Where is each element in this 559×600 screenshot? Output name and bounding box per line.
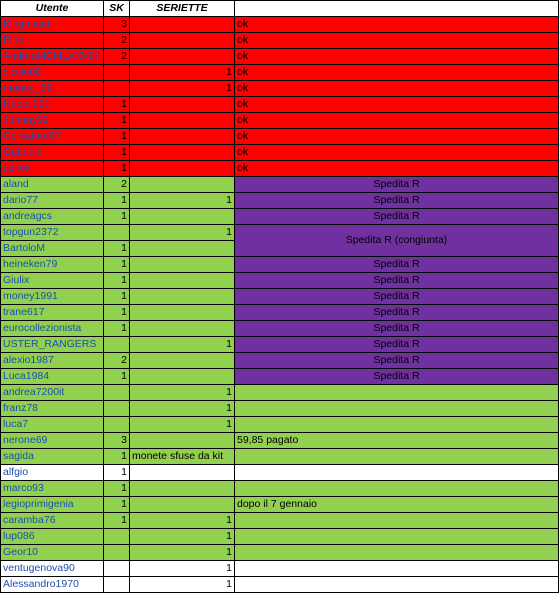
cell-user[interactable]: luca7 (1, 417, 104, 433)
cell-note[interactable]: ok (235, 65, 559, 81)
cell-user[interactable]: ciccio86 (1, 65, 104, 81)
cell-note[interactable]: Spedita R (235, 321, 559, 337)
cell-sk[interactable] (104, 225, 130, 241)
cell-note[interactable]: Spedita R (235, 353, 559, 369)
cell-sk[interactable]: 1 (104, 145, 130, 161)
cell-user[interactable]: caramba76 (1, 513, 104, 529)
cell-note[interactable]: ok (235, 81, 559, 97)
table-row (1, 129, 559, 145)
cell-note[interactable] (235, 401, 559, 417)
cell-user[interactable]: ventugenova90 (1, 561, 104, 577)
table-row (1, 465, 559, 481)
table-row (1, 449, 559, 465)
cell-user[interactable]: money_59 (1, 81, 104, 97)
cell-note[interactable] (235, 545, 559, 561)
cell-sk[interactable] (104, 561, 130, 577)
cell-note[interactable]: ok (235, 161, 559, 177)
cell-seriette[interactable] (130, 33, 235, 49)
table-row (1, 417, 559, 433)
cell-note[interactable]: Spedita R (235, 209, 559, 225)
table-row (1, 305, 559, 321)
cell-user[interactable]: Cercatore67 (1, 129, 104, 145)
cell-note[interactable]: Spedita R (235, 273, 559, 289)
cell-user[interactable]: AndreaMCMLXXVIII (1, 49, 104, 65)
table-row (1, 113, 559, 129)
table-row (1, 145, 559, 161)
cell-seriette[interactable]: 1 (130, 513, 235, 529)
cell-seriette[interactable] (130, 305, 235, 321)
cell-user[interactable]: uzifox (1, 161, 104, 177)
table-row (1, 209, 559, 225)
table-row (1, 353, 559, 369)
cell-seriette[interactable]: 1 (130, 401, 235, 417)
table-row (1, 337, 559, 353)
header-seriette[interactable]: SERIETTE (130, 1, 235, 17)
table-row (1, 497, 559, 513)
cell-user[interactable]: andrea7200it (1, 385, 104, 401)
cell-user[interactable]: Gabriele (1, 145, 104, 161)
cell-user[interactable]: legioprimigenia (1, 497, 104, 513)
cell-sk[interactable]: 1 (104, 465, 130, 481)
cell-sk[interactable]: 1 (104, 289, 130, 305)
cell-sk[interactable]: 2 (104, 353, 130, 369)
cell-user[interactable]: Napoli921 (1, 97, 104, 113)
cell-sk[interactable]: 1 (104, 257, 130, 273)
cell-seriette[interactable]: 1 (130, 65, 235, 81)
cell-sk[interactable]: 1 (104, 369, 130, 385)
cell-sk[interactable] (104, 385, 130, 401)
table-row (1, 545, 559, 561)
cell-user[interactable]: alfgio (1, 465, 104, 481)
table-row (1, 289, 559, 305)
cell-sk[interactable]: 2 (104, 177, 130, 193)
cell-note[interactable]: ok (235, 17, 559, 33)
cell-sk[interactable]: 1 (104, 161, 130, 177)
cell-note[interactable] (235, 481, 559, 497)
table-row (1, 33, 559, 49)
table-row (1, 177, 559, 193)
cell-user[interactable]: Pino (1, 33, 104, 49)
cell-seriette[interactable] (130, 241, 235, 257)
table-row (1, 321, 559, 337)
cell-user[interactable]: franz78 (1, 401, 104, 417)
cell-note[interactable]: ok (235, 33, 559, 49)
cell-seriette[interactable] (130, 209, 235, 225)
cell-seriette[interactable] (130, 129, 235, 145)
table-row (1, 17, 559, 33)
table-row (1, 161, 559, 177)
cell-sk[interactable]: 1 (104, 321, 130, 337)
cell-note[interactable]: 59,85 pagato (235, 433, 559, 449)
cell-sk[interactable] (104, 65, 130, 81)
table-row (1, 369, 559, 385)
table-row (1, 81, 559, 97)
cell-note[interactable]: Spedita R (235, 193, 559, 209)
cell-note[interactable] (235, 513, 559, 529)
table-row (1, 513, 559, 529)
cell-note[interactable]: Spedita R (235, 257, 559, 273)
cell-note[interactable]: Spedita R (235, 305, 559, 321)
header-row (1, 1, 559, 17)
cell-sk[interactable]: 1 (104, 97, 130, 113)
cell-sk[interactable]: 1 (104, 209, 130, 225)
cell-seriette[interactable]: 1 (130, 225, 235, 241)
cell-seriette[interactable] (130, 481, 235, 497)
cell-note[interactable] (235, 561, 559, 577)
cell-note[interactable]: Spedita R (235, 337, 559, 353)
table-row (1, 257, 559, 273)
cell-user[interactable]: Luca1984 (1, 369, 104, 385)
cell-user[interactable]: Giulix (1, 273, 104, 289)
cell-sk[interactable]: 2 (104, 49, 130, 65)
cell-seriette[interactable]: 1 (130, 385, 235, 401)
cell-note[interactable]: ok (235, 145, 559, 161)
cell-sk[interactable]: 1 (104, 193, 130, 209)
cell-seriette[interactable]: 1 (130, 81, 235, 97)
cell-note[interactable]: ok (235, 97, 559, 113)
cell-sk[interactable]: 1 (104, 481, 130, 497)
cell-user[interactable]: topgun2372 (1, 225, 104, 241)
cell-user[interactable]: nerone69 (1, 433, 104, 449)
cell-sk[interactable] (104, 577, 130, 593)
cell-sk[interactable]: 1 (104, 273, 130, 289)
cell-sk[interactable] (104, 81, 130, 97)
header-user[interactable]: Utente (1, 1, 104, 17)
cell-seriette[interactable] (130, 289, 235, 305)
cell-user[interactable]: Alessandro1970 (1, 577, 104, 593)
cell-sk[interactable]: 1 (104, 129, 130, 145)
cell-sk[interactable] (104, 337, 130, 353)
cell-seriette[interactable]: 1 (130, 529, 235, 545)
cell-user[interactable]: andreagcs (1, 209, 104, 225)
table-row (1, 193, 559, 209)
cell-user[interactable]: lup086 (1, 529, 104, 545)
cell-note[interactable] (235, 465, 559, 481)
cell-user[interactable]: Johnny99 (1, 113, 104, 129)
cell-sk[interactable]: 1 (104, 113, 130, 129)
cell-note[interactable]: ok (235, 49, 559, 65)
cell-sk[interactable]: 2 (104, 33, 130, 49)
cell-note[interactable]: Spedita R (235, 289, 559, 305)
cell-user[interactable]: aland (1, 177, 104, 193)
cell-seriette[interactable]: 1 (130, 577, 235, 593)
header-notes[interactable] (235, 1, 559, 17)
cell-user[interactable]: marco93 (1, 481, 104, 497)
cell-seriette[interactable] (130, 161, 235, 177)
cell-user[interactable]: Geor10 (1, 545, 104, 561)
cell-seriette[interactable] (130, 177, 235, 193)
cell-sk[interactable]: 1 (104, 449, 130, 465)
cell-seriette[interactable]: 1 (130, 417, 235, 433)
cell-user[interactable]: BartoloM (1, 241, 104, 257)
cell-user[interactable]: Kingmasu (1, 17, 104, 33)
cell-user[interactable]: dario77 (1, 193, 104, 209)
cell-seriette[interactable] (130, 97, 235, 113)
cell-user[interactable]: trane617 (1, 305, 104, 321)
cell-seriette[interactable] (130, 369, 235, 385)
cell-user[interactable]: USTER_RANGERS (1, 337, 104, 353)
cell-sk[interactable] (104, 401, 130, 417)
cell-note[interactable]: Spedita R (235, 177, 559, 193)
cell-user[interactable]: alexio1987 (1, 353, 104, 369)
cell-seriette[interactable] (130, 49, 235, 65)
cell-note[interactable]: dopo il 7 gennaio (235, 497, 559, 513)
cell-note[interactable] (235, 385, 559, 401)
cell-note-merged[interactable]: Spedita R (congiunta) (235, 225, 559, 257)
cell-seriette[interactable] (130, 433, 235, 449)
cell-note[interactable]: ok (235, 129, 559, 145)
cell-seriette[interactable] (130, 465, 235, 481)
table-row (1, 225, 559, 241)
table-row (1, 561, 559, 577)
cell-sk[interactable]: 1 (104, 497, 130, 513)
table-row (1, 577, 559, 593)
table-row (1, 49, 559, 65)
cell-user[interactable]: money1991 (1, 289, 104, 305)
cell-seriette[interactable]: 1 (130, 193, 235, 209)
cell-sk[interactable] (104, 545, 130, 561)
table-row (1, 385, 559, 401)
cell-note[interactable]: Spedita R (235, 369, 559, 385)
table-row (1, 401, 559, 417)
cell-seriette[interactable] (130, 17, 235, 33)
cell-note[interactable] (235, 417, 559, 433)
cell-seriette[interactable] (130, 257, 235, 273)
cell-sk[interactable]: 1 (104, 241, 130, 257)
cell-seriette[interactable] (130, 145, 235, 161)
table-row (1, 433, 559, 449)
cell-sk[interactable] (104, 417, 130, 433)
cell-sk[interactable]: 3 (104, 433, 130, 449)
cell-sk[interactable]: 3 (104, 17, 130, 33)
cell-note[interactable] (235, 529, 559, 545)
cell-seriette[interactable]: 1 (130, 545, 235, 561)
cell-seriette[interactable] (130, 497, 235, 513)
cell-note[interactable] (235, 449, 559, 465)
cell-seriette[interactable] (130, 321, 235, 337)
table-row (1, 97, 559, 113)
cell-note[interactable]: ok (235, 113, 559, 129)
cell-seriette[interactable] (130, 273, 235, 289)
cell-note[interactable] (235, 577, 559, 593)
cell-seriette[interactable]: 1 (130, 561, 235, 577)
table-row (1, 273, 559, 289)
cell-sk[interactable] (104, 529, 130, 545)
table-row (1, 481, 559, 497)
cell-seriette[interactable]: 1 (130, 337, 235, 353)
header-sk[interactable]: SK (104, 1, 130, 17)
cell-seriette[interactable]: monete sfuse da kit (130, 449, 235, 465)
cell-seriette[interactable] (130, 113, 235, 129)
table-row (1, 529, 559, 545)
table-row (1, 65, 559, 81)
cell-seriette[interactable] (130, 353, 235, 369)
cell-sk[interactable]: 1 (104, 513, 130, 529)
cell-user[interactable]: eurocollezionista (1, 321, 104, 337)
cell-sk[interactable]: 1 (104, 305, 130, 321)
cell-user[interactable]: heineken79 (1, 257, 104, 273)
cell-user[interactable]: sagida (1, 449, 104, 465)
